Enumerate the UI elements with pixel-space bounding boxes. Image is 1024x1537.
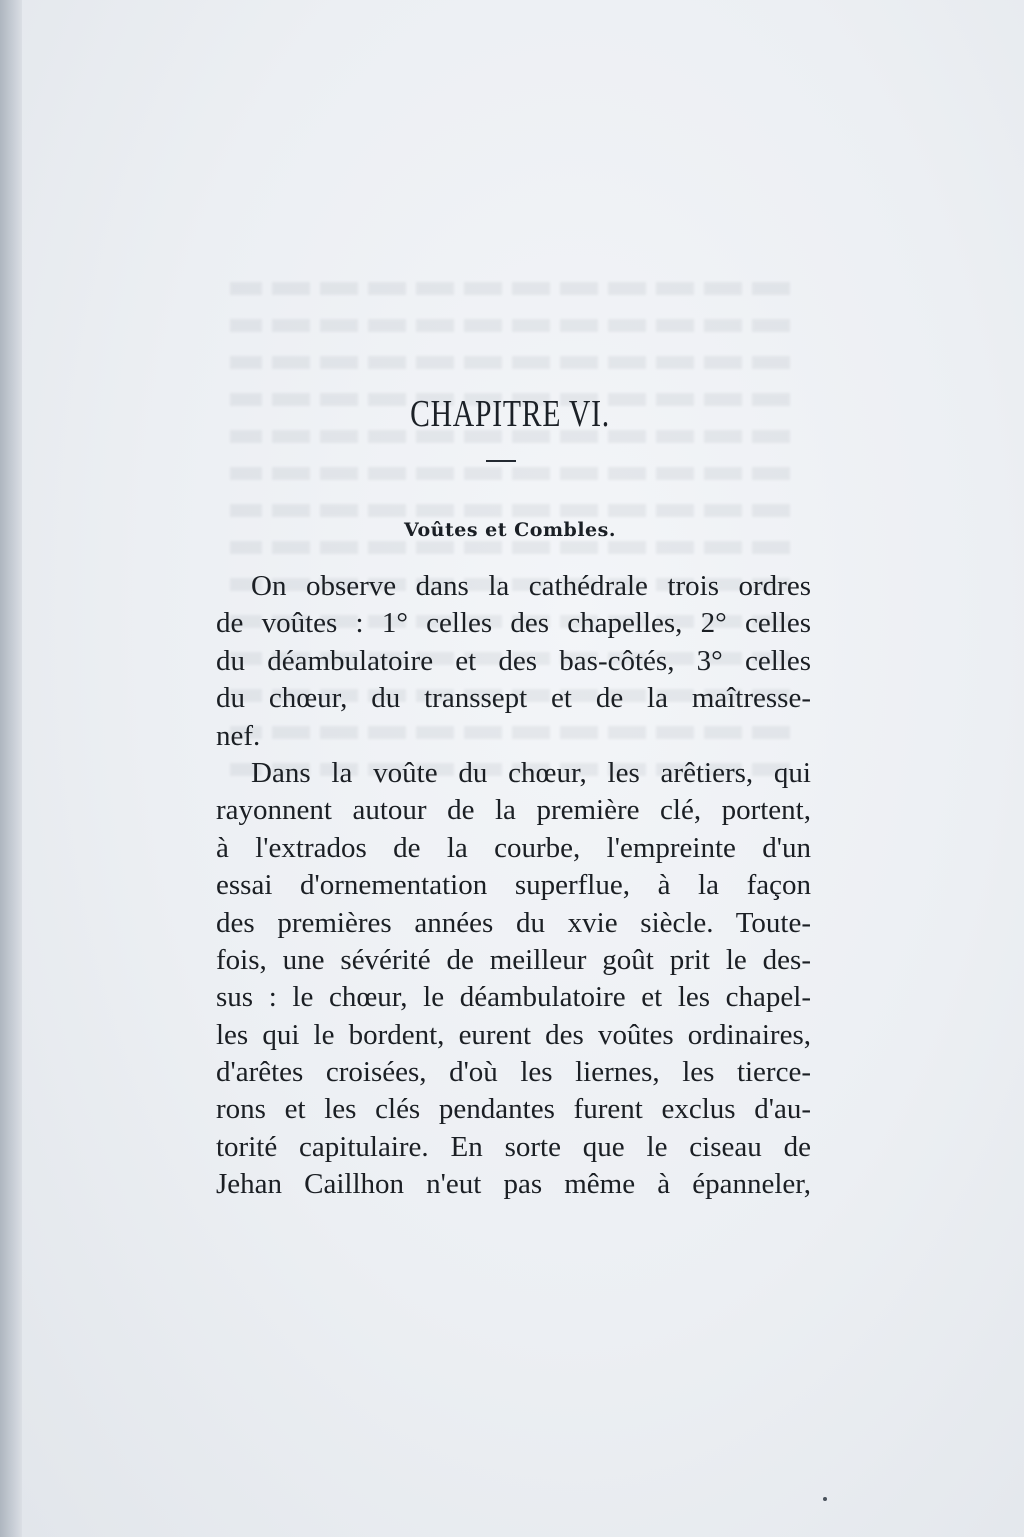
text-line: On observe dans la cathédrale trois ordres [251,570,811,602]
section-title: Voûtes et Combles. [404,519,616,541]
text-line: à l'extrados de la courbe, l'empreinte d'un [216,831,811,864]
text-line: rons et les clés pendantes furent exclus d'au- [216,1093,811,1126]
previous-page-edge [0,0,24,1537]
paper-speck [823,1497,827,1501]
text-line: nef. [216,719,261,752]
body-text [216,568,811,1204]
text-line: rayonnent autour de la première clé, portent, [216,794,811,827]
text-line: torité capitulaire. En sorte que le ciseau de [216,1130,811,1163]
text-line: les qui le bordent, eurent des voûtes ordinaires, [216,1018,811,1051]
text-line: essai d'ornementation superflue, à la façon [216,869,811,902]
text-line: Jehan Caillhon n'eut pas même à épanneler, [216,1168,811,1201]
text-line: Dans la voûte du chœur, les arêtiers, qui [251,756,811,789]
chapter-title: CHAPITRE VI. [410,393,610,435]
text-line: d'arêtes croisées, d'où les liernes, les tierce- [216,1056,811,1089]
text-line: du déambulatoire et des bas-côtés, 3° celles [216,644,811,677]
text-line: des premières années du xvie siècle. Toute- [216,906,811,939]
text-line: fois, une sévérité de meilleur goût prit le des- [216,943,811,976]
text-line: de voûtes : 1° celles des chapelles, 2° celles [216,607,811,640]
text-line: du chœur, du transsept et de la maîtresse- [216,682,811,715]
text-line: sus : le chœur, le déambulatoire et les chapel- [216,981,811,1014]
title-rule [486,460,516,462]
